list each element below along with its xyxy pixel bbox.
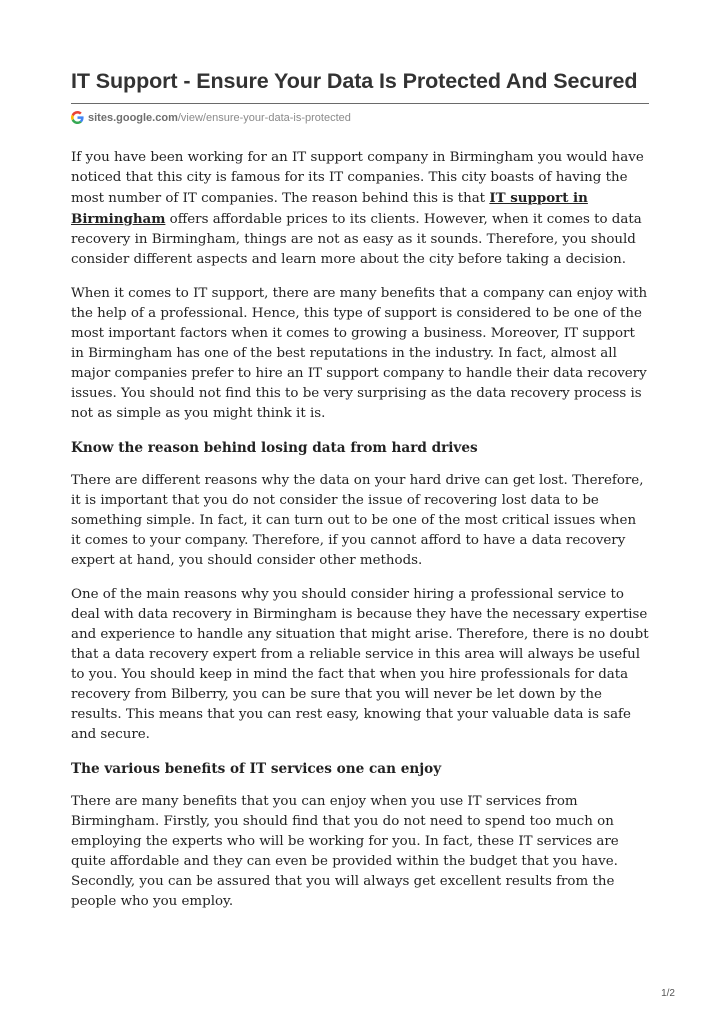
section-heading-2: The various benefits of IT services one can enjoy <box>71 761 442 777</box>
article-body <box>71 148 649 912</box>
source-url[interactable] <box>71 111 649 124</box>
paragraph-2: When it comes to IT support, there are many benefits that a company can enjoy with the help of a professional. Hence, this type of support is considered to be one of the most important factors when it comes to growing a business. Moreover, IT support in Birmingham has one of the best reputations in the industry. In fact, almost all major companies prefer to hire an IT support company to handle their data recovery issues. You should not find this to be very surprising as the data recovery process is not as simple as you might think it is. <box>71 286 648 421</box>
title-divider <box>71 103 649 104</box>
section-heading-1: Know the reason behind losing data from hard drives <box>71 440 478 456</box>
it-support-birmingham-link[interactable]: IT support in Birmingham <box>71 190 588 227</box>
page-number: 1/2 <box>661 988 675 999</box>
page-title: IT Support - Ensure Your Data Is Protected And Secured <box>71 69 638 93</box>
paragraph-1-text-end: offers affordable prices to its clients. However, when it comes to data recovery in Birmingham, things are not as easy as it sounds. Therefore, you should consider different aspects and learn more about the city before taking a decision. <box>71 212 642 267</box>
paragraph-4: One of the main reasons why you should consider hiring a professional service to deal with data recovery in Birmingham is because they have the necessary expertise and experience to handle any situation that might arise. Therefore, there is no doubt that a data recovery expert from a reliable service in this area will always be useful to you. You should keep in mind the fact that when you hire professionals for data recovery from Bilberry, you can be sure that you will never be let down by the results. This means that you can rest easy, knowing that your valuable data is safe and secure. <box>71 587 649 742</box>
paragraph-1-text: If you have been working for an IT support company in Birmingham you would have noticed that this city is famous for its IT companies. This city boasts of having the most number of IT companies. The reason behind this is that <box>71 150 644 206</box>
source-path: /view/ensure-your-data-is-protected <box>177 111 351 124</box>
document-page <box>71 68 649 926</box>
paragraph-3: There are different reasons why the data on your hard drive can get lost. Therefore, it is important that you do not consider the issue of recovering lost data to be something simple. In fact, it can turn out to be one of the most critical issues when it comes to your company. Therefore, if you cannot afford to have a data recovery expert at hand, you should consider other methods. <box>71 473 644 568</box>
google-g-icon <box>71 111 84 124</box>
paragraph-1 <box>71 148 649 270</box>
source-domain: sites.google.com <box>88 111 178 124</box>
paragraph-5: There are many benefits that you can enjoy when you use IT services from Birmingham. Firstly, you should find that you do not need to spend too much on employing the experts who will be working for you. In fact, these IT services are quite affordable and they can even be provided within the budget that you have. Secondly, you can be assured that you will always get excellent results from the people who you employ. <box>71 794 619 909</box>
